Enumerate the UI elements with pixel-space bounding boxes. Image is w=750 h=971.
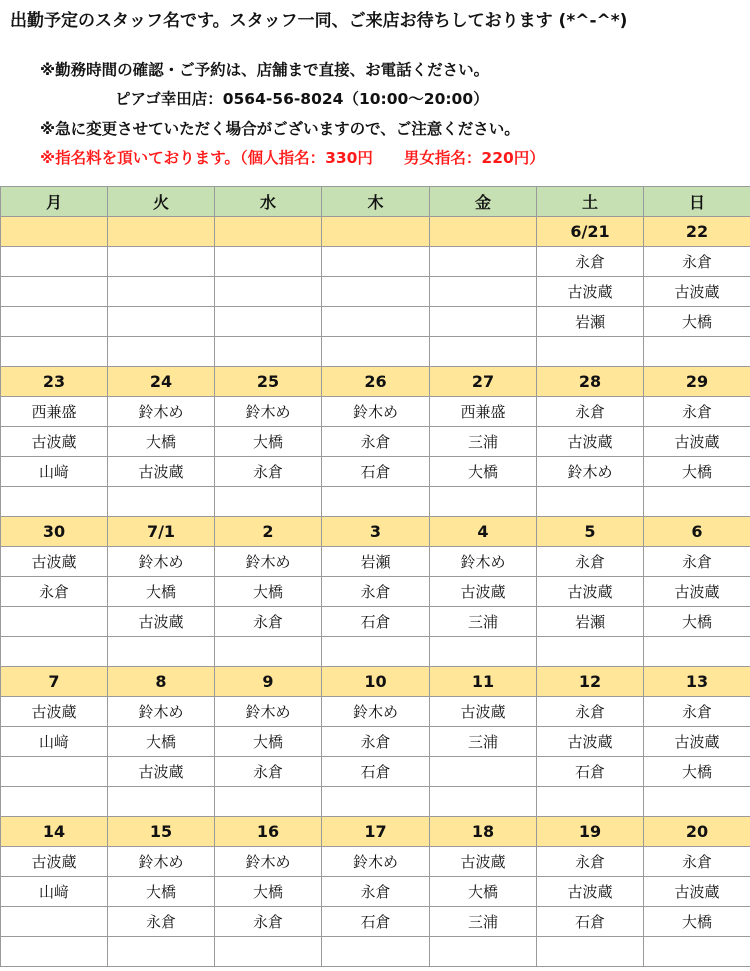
- date-cell: 28: [537, 367, 644, 397]
- date-cell: 23: [1, 367, 108, 397]
- staff-cell: 古波蔵: [430, 847, 537, 877]
- date-cell: 25: [215, 367, 322, 397]
- staff-cell: [108, 787, 215, 817]
- staff-cell: 永倉: [537, 247, 644, 277]
- staff-cell: [108, 307, 215, 337]
- staff-cell: [322, 637, 430, 667]
- staff-cell: [1, 307, 108, 337]
- staff-cell: [215, 487, 322, 517]
- staff-cell: [1, 907, 108, 937]
- date-cell: 24: [108, 367, 215, 397]
- staff-cell: 西兼盛: [1, 397, 108, 427]
- weekday-header-row: [1, 187, 750, 217]
- staff-cell: [430, 637, 537, 667]
- staff-cell: [537, 337, 644, 367]
- staff-cell: [322, 247, 430, 277]
- staff-cell: [322, 487, 430, 517]
- staff-cell: [1, 487, 108, 517]
- staff-row: [1, 697, 750, 727]
- staff-cell: 三浦: [430, 727, 537, 757]
- staff-cell: 古波蔵: [108, 757, 215, 787]
- staff-cell: 古波蔵: [644, 577, 750, 607]
- staff-cell: 大橋: [108, 727, 215, 757]
- staff-row: [1, 247, 750, 277]
- staff-cell: [215, 277, 322, 307]
- weekday-header-cell: 土: [537, 187, 644, 217]
- staff-cell: 永倉: [644, 547, 750, 577]
- staff-cell: 鈴木め: [322, 697, 430, 727]
- weekday-header-cell: 月: [1, 187, 108, 217]
- staff-cell: 大橋: [215, 877, 322, 907]
- staff-cell: 鈴木め: [537, 457, 644, 487]
- staff-cell: 永倉: [644, 247, 750, 277]
- staff-cell: 石倉: [537, 757, 644, 787]
- date-cell: 2: [215, 517, 322, 547]
- staff-cell: [215, 247, 322, 277]
- staff-cell: 永倉: [537, 697, 644, 727]
- staff-cell: 鈴木め: [108, 547, 215, 577]
- note-nomination-fee: ※指名料を頂いております。（個人指名：330円 男女指名：220円）: [40, 149, 545, 167]
- date-cell: 29: [644, 367, 750, 397]
- staff-cell: [1, 277, 108, 307]
- staff-cell: [322, 337, 430, 367]
- staff-cell: 山﨑: [1, 727, 108, 757]
- staff-cell: [322, 937, 430, 967]
- staff-cell: 古波蔵: [644, 427, 750, 457]
- staff-cell: 岩瀬: [537, 307, 644, 337]
- date-cell: 11: [430, 667, 537, 697]
- staff-cell: [644, 337, 750, 367]
- staff-cell: 石倉: [322, 757, 430, 787]
- staff-cell: 西兼盛: [430, 397, 537, 427]
- date-row: [1, 217, 750, 247]
- staff-cell: 永倉: [537, 397, 644, 427]
- staff-cell: [1, 607, 108, 637]
- staff-cell: 永倉: [215, 457, 322, 487]
- date-row: [1, 817, 750, 847]
- staff-cell: 永倉: [322, 727, 430, 757]
- staff-row: [1, 757, 750, 787]
- staff-cell: 石倉: [537, 907, 644, 937]
- staff-row: [1, 907, 750, 937]
- staff-cell: [430, 337, 537, 367]
- staff-cell: [108, 637, 215, 667]
- staff-cell: 古波蔵: [644, 877, 750, 907]
- staff-row: [1, 787, 750, 817]
- staff-row: [1, 577, 750, 607]
- staff-cell: 鈴木め: [215, 847, 322, 877]
- staff-cell: [1, 787, 108, 817]
- note-schedule-change: ※急に変更させていただく場合がございますので、ご注意ください。: [40, 120, 520, 138]
- date-cell: 3: [322, 517, 430, 547]
- date-cell: 16: [215, 817, 322, 847]
- staff-cell: [108, 277, 215, 307]
- staff-cell: 三浦: [430, 907, 537, 937]
- staff-cell: 山﨑: [1, 457, 108, 487]
- page-title: 出勤予定のスタッフ名です。スタッフ一同、ご来店お待ちしております (*^-^*): [10, 11, 628, 31]
- staff-row: [1, 877, 750, 907]
- date-cell: 7: [1, 667, 108, 697]
- staff-cell: 永倉: [322, 577, 430, 607]
- date-cell: 20: [644, 817, 750, 847]
- staff-cell: [537, 487, 644, 517]
- staff-cell: [644, 487, 750, 517]
- page-header: [0, 0, 750, 185]
- staff-cell: 古波蔵: [430, 577, 537, 607]
- staff-cell: [537, 787, 644, 817]
- staff-cell: 大橋: [108, 877, 215, 907]
- date-cell: [215, 217, 322, 247]
- staff-cell: 大橋: [644, 607, 750, 637]
- staff-row: [1, 607, 750, 637]
- staff-cell: 大橋: [215, 577, 322, 607]
- date-cell: 6: [644, 517, 750, 547]
- staff-cell: 鈴木め: [215, 397, 322, 427]
- date-cell: 19: [537, 817, 644, 847]
- staff-cell: 大橋: [644, 457, 750, 487]
- staff-cell: 永倉: [537, 847, 644, 877]
- staff-cell: 三浦: [430, 427, 537, 457]
- staff-cell: 大橋: [644, 307, 750, 337]
- staff-cell: 石倉: [322, 457, 430, 487]
- staff-cell: [430, 487, 537, 517]
- staff-row: [1, 637, 750, 667]
- weekday-header-cell: 日: [644, 187, 750, 217]
- staff-cell: [537, 937, 644, 967]
- date-cell: 4: [430, 517, 537, 547]
- staff-row: [1, 847, 750, 877]
- staff-cell: 古波蔵: [1, 697, 108, 727]
- date-cell: 15: [108, 817, 215, 847]
- staff-row: [1, 727, 750, 757]
- staff-row: [1, 277, 750, 307]
- staff-cell: [322, 277, 430, 307]
- staff-cell: 永倉: [537, 547, 644, 577]
- staff-cell: 古波蔵: [537, 877, 644, 907]
- staff-cell: [644, 937, 750, 967]
- staff-cell: 古波蔵: [644, 727, 750, 757]
- staff-row: [1, 487, 750, 517]
- date-cell: 7/1: [108, 517, 215, 547]
- staff-cell: 鈴木め: [108, 847, 215, 877]
- staff-cell: 永倉: [322, 427, 430, 457]
- staff-row: [1, 427, 750, 457]
- note-reservation: ※勤務時間の確認・ご予約は、店舗まで直接、お電話ください。: [40, 61, 490, 79]
- staff-cell: 大橋: [215, 427, 322, 457]
- staff-schedule-table: [0, 186, 750, 967]
- staff-cell: [644, 787, 750, 817]
- staff-cell: [322, 787, 430, 817]
- date-cell: [108, 217, 215, 247]
- staff-row: [1, 397, 750, 427]
- date-cell: 14: [1, 817, 108, 847]
- staff-cell: [430, 757, 537, 787]
- date-cell: 9: [215, 667, 322, 697]
- date-cell: 13: [644, 667, 750, 697]
- date-cell: 8: [108, 667, 215, 697]
- staff-cell: 古波蔵: [1, 547, 108, 577]
- date-cell: 5: [537, 517, 644, 547]
- staff-cell: 鈴木め: [108, 697, 215, 727]
- staff-cell: 永倉: [644, 397, 750, 427]
- staff-cell: 永倉: [644, 847, 750, 877]
- weekday-header-cell: 金: [430, 187, 537, 217]
- staff-row: [1, 307, 750, 337]
- staff-cell: [1, 337, 108, 367]
- date-cell: [430, 217, 537, 247]
- weekday-header-cell: 木: [322, 187, 430, 217]
- staff-cell: [430, 247, 537, 277]
- staff-cell: [215, 787, 322, 817]
- staff-cell: [537, 637, 644, 667]
- staff-cell: 石倉: [322, 607, 430, 637]
- staff-cell: 山﨑: [1, 877, 108, 907]
- staff-cell: [215, 337, 322, 367]
- staff-cell: [1, 247, 108, 277]
- date-row: [1, 517, 750, 547]
- date-cell: 18: [430, 817, 537, 847]
- staff-cell: 大橋: [430, 457, 537, 487]
- staff-cell: [430, 787, 537, 817]
- date-cell: 12: [537, 667, 644, 697]
- staff-cell: [644, 637, 750, 667]
- note-store-phone: ピアゴ幸田店：0564-56-8024（10:00～20:00）: [115, 90, 489, 108]
- staff-row: [1, 337, 750, 367]
- staff-cell: 大橋: [215, 727, 322, 757]
- staff-cell: [108, 337, 215, 367]
- date-row: [1, 667, 750, 697]
- staff-row: [1, 937, 750, 967]
- date-cell: 22: [644, 217, 750, 247]
- staff-cell: [430, 277, 537, 307]
- weekday-header-cell: 水: [215, 187, 322, 217]
- staff-cell: 古波蔵: [108, 457, 215, 487]
- staff-cell: 大橋: [644, 757, 750, 787]
- staff-cell: 大橋: [430, 877, 537, 907]
- staff-cell: [108, 247, 215, 277]
- staff-cell: 古波蔵: [537, 277, 644, 307]
- staff-cell: 永倉: [215, 757, 322, 787]
- staff-cell: 永倉: [215, 907, 322, 937]
- staff-cell: [108, 937, 215, 967]
- staff-cell: 鈴木め: [430, 547, 537, 577]
- staff-cell: 古波蔵: [537, 727, 644, 757]
- staff-cell: 鈴木め: [215, 547, 322, 577]
- staff-cell: [430, 937, 537, 967]
- date-cell: 27: [430, 367, 537, 397]
- staff-cell: [430, 307, 537, 337]
- staff-cell: 永倉: [322, 877, 430, 907]
- staff-cell: 大橋: [108, 577, 215, 607]
- staff-cell: 大橋: [644, 907, 750, 937]
- date-cell: 17: [322, 817, 430, 847]
- staff-cell: [322, 307, 430, 337]
- staff-cell: 石倉: [322, 907, 430, 937]
- staff-cell: 鈴木め: [322, 397, 430, 427]
- staff-cell: 古波蔵: [644, 277, 750, 307]
- date-cell: 6/21: [537, 217, 644, 247]
- staff-cell: 古波蔵: [1, 427, 108, 457]
- staff-cell: 大橋: [108, 427, 215, 457]
- date-cell: 30: [1, 517, 108, 547]
- staff-cell: [1, 637, 108, 667]
- date-cell: [322, 217, 430, 247]
- date-row: [1, 367, 750, 397]
- staff-cell: 永倉: [1, 577, 108, 607]
- staff-cell: [1, 937, 108, 967]
- staff-cell: [215, 937, 322, 967]
- staff-cell: 古波蔵: [537, 577, 644, 607]
- staff-row: [1, 547, 750, 577]
- staff-row: [1, 457, 750, 487]
- staff-cell: 岩瀬: [322, 547, 430, 577]
- staff-cell: 岩瀬: [537, 607, 644, 637]
- staff-cell: 永倉: [644, 697, 750, 727]
- staff-cell: 古波蔵: [537, 427, 644, 457]
- staff-cell: [215, 637, 322, 667]
- staff-cell: 鈴木め: [215, 697, 322, 727]
- staff-cell: 古波蔵: [108, 607, 215, 637]
- staff-cell: 鈴木め: [322, 847, 430, 877]
- staff-cell: [215, 307, 322, 337]
- staff-cell: [108, 487, 215, 517]
- weekday-header-cell: 火: [108, 187, 215, 217]
- staff-cell: 古波蔵: [1, 847, 108, 877]
- staff-cell: 永倉: [215, 607, 322, 637]
- date-cell: [1, 217, 108, 247]
- staff-cell: 古波蔵: [430, 697, 537, 727]
- staff-cell: 永倉: [108, 907, 215, 937]
- staff-cell: 三浦: [430, 607, 537, 637]
- staff-cell: 鈴木め: [108, 397, 215, 427]
- date-cell: 26: [322, 367, 430, 397]
- staff-cell: [1, 757, 108, 787]
- date-cell: 10: [322, 667, 430, 697]
